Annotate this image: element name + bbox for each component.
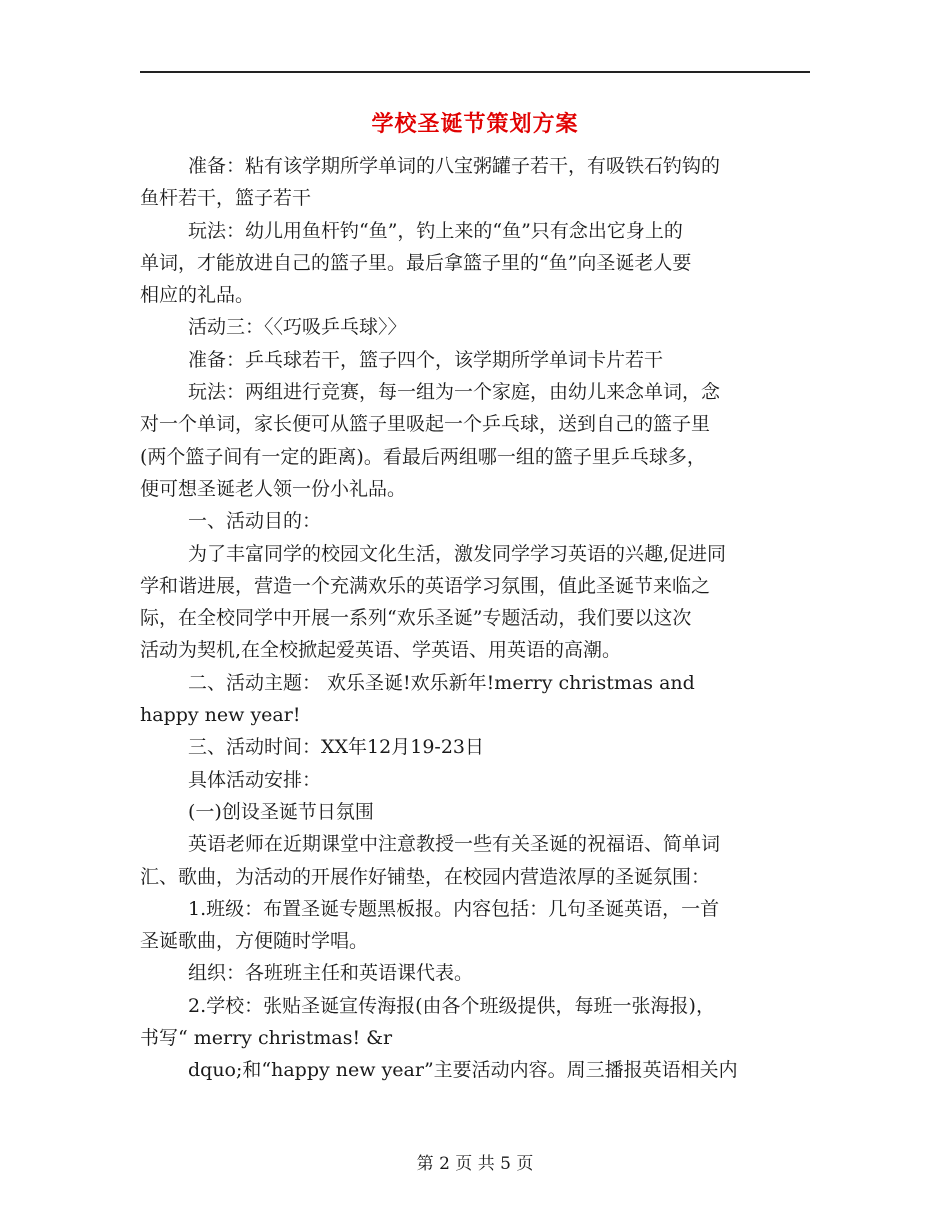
text-line: (两个篮子间有一定的距离)。看最后两组哪一组的篮子里乒乓球多，	[140, 445, 706, 468]
text-line: 活动为契机,在全校掀起爱英语、学英语、用英语的高潮。	[140, 639, 622, 662]
text-line: 汇、歌曲，为活动的开展作好铺垫，在校园内营造浓厚的圣诞氛围：	[140, 865, 711, 888]
text-line: 圣诞歌曲，方便随时学唱。	[140, 930, 369, 953]
text-line: 二、活动主题： 欢乐圣诞!欢乐新年!merry christmas and	[188, 671, 695, 694]
text-line: 三、活动时间：XX年12月19-23日	[188, 736, 485, 759]
text-line: 相应的礼品。	[140, 284, 255, 307]
header-rule	[140, 71, 810, 73]
text-line: 玩法：两组进行竞赛，每一组为一个家庭，由幼儿来念单词，念	[188, 381, 721, 404]
text-line: 组织：各班班主任和英语课代表。	[188, 962, 474, 985]
text-line: 具体活动安排：	[188, 768, 322, 791]
text-line: 2.学校：张贴圣诞宣传海报(由各个班级提供，每班一张海报)，	[188, 994, 715, 1017]
text-line: 学和谐进展，营造一个充满欢乐的英语学习氛围，值此圣诞节来临之	[140, 574, 711, 597]
text-line: 单词，才能放进自己的篮子里。最后拿篮子里的“鱼”向圣诞老人要	[140, 251, 692, 274]
text-line: 1.班级：布置圣诞专题黑板报。内容包括：几句圣诞英语，一首	[188, 897, 720, 920]
text-line: 准备：粘有该学期所学单词的八宝粥罐子若干，有吸铁石钓钩的	[188, 155, 721, 177]
text-line: 鱼杆若干，篮子若干	[140, 187, 312, 210]
text-line: 准备：乒乓球若干，篮子四个，该学期所学单词卡片若干	[188, 348, 664, 371]
text-line: dquo;和“happy new year”主要活动内容。周三播报英语相关内	[188, 1059, 738, 1082]
text-line: (一)创设圣诞节日氛围	[188, 800, 374, 823]
text-line: 对一个单词，家长便可从篮子里吸起一个乒乓球，送到自己的篮子里	[140, 413, 711, 436]
text-line: 活动三：〈〈巧吸乒乓球〉〉	[188, 316, 407, 339]
text-line: 英语老师在近期课堂中注意教授一些有关圣诞的祝福语、简单词	[188, 833, 721, 856]
text-line: 一、活动目的：	[188, 510, 322, 533]
text-line: 书写“ merry christmas! &r	[140, 1027, 393, 1050]
text-line: 际，在全校同学中开展一系列“欢乐圣诞”专题活动，我们要以这次	[140, 607, 692, 630]
text-line: 玩法：幼儿用鱼杆钓“鱼”，钓上来的“鱼”只有念出它身上的	[188, 219, 683, 242]
text-line: 便可想圣诞老人领一份小礼品。	[140, 477, 407, 500]
document-title: 学校圣诞节策划方案	[371, 111, 579, 137]
document-body	[140, 150, 810, 1087]
text-line: 为了丰富同学的校园文化生活，激发同学学习英语的兴趣,促进同	[188, 542, 727, 565]
page-number: 第 2 页 共 5 页	[416, 1154, 534, 1174]
text-line: happy new year!	[140, 704, 301, 727]
